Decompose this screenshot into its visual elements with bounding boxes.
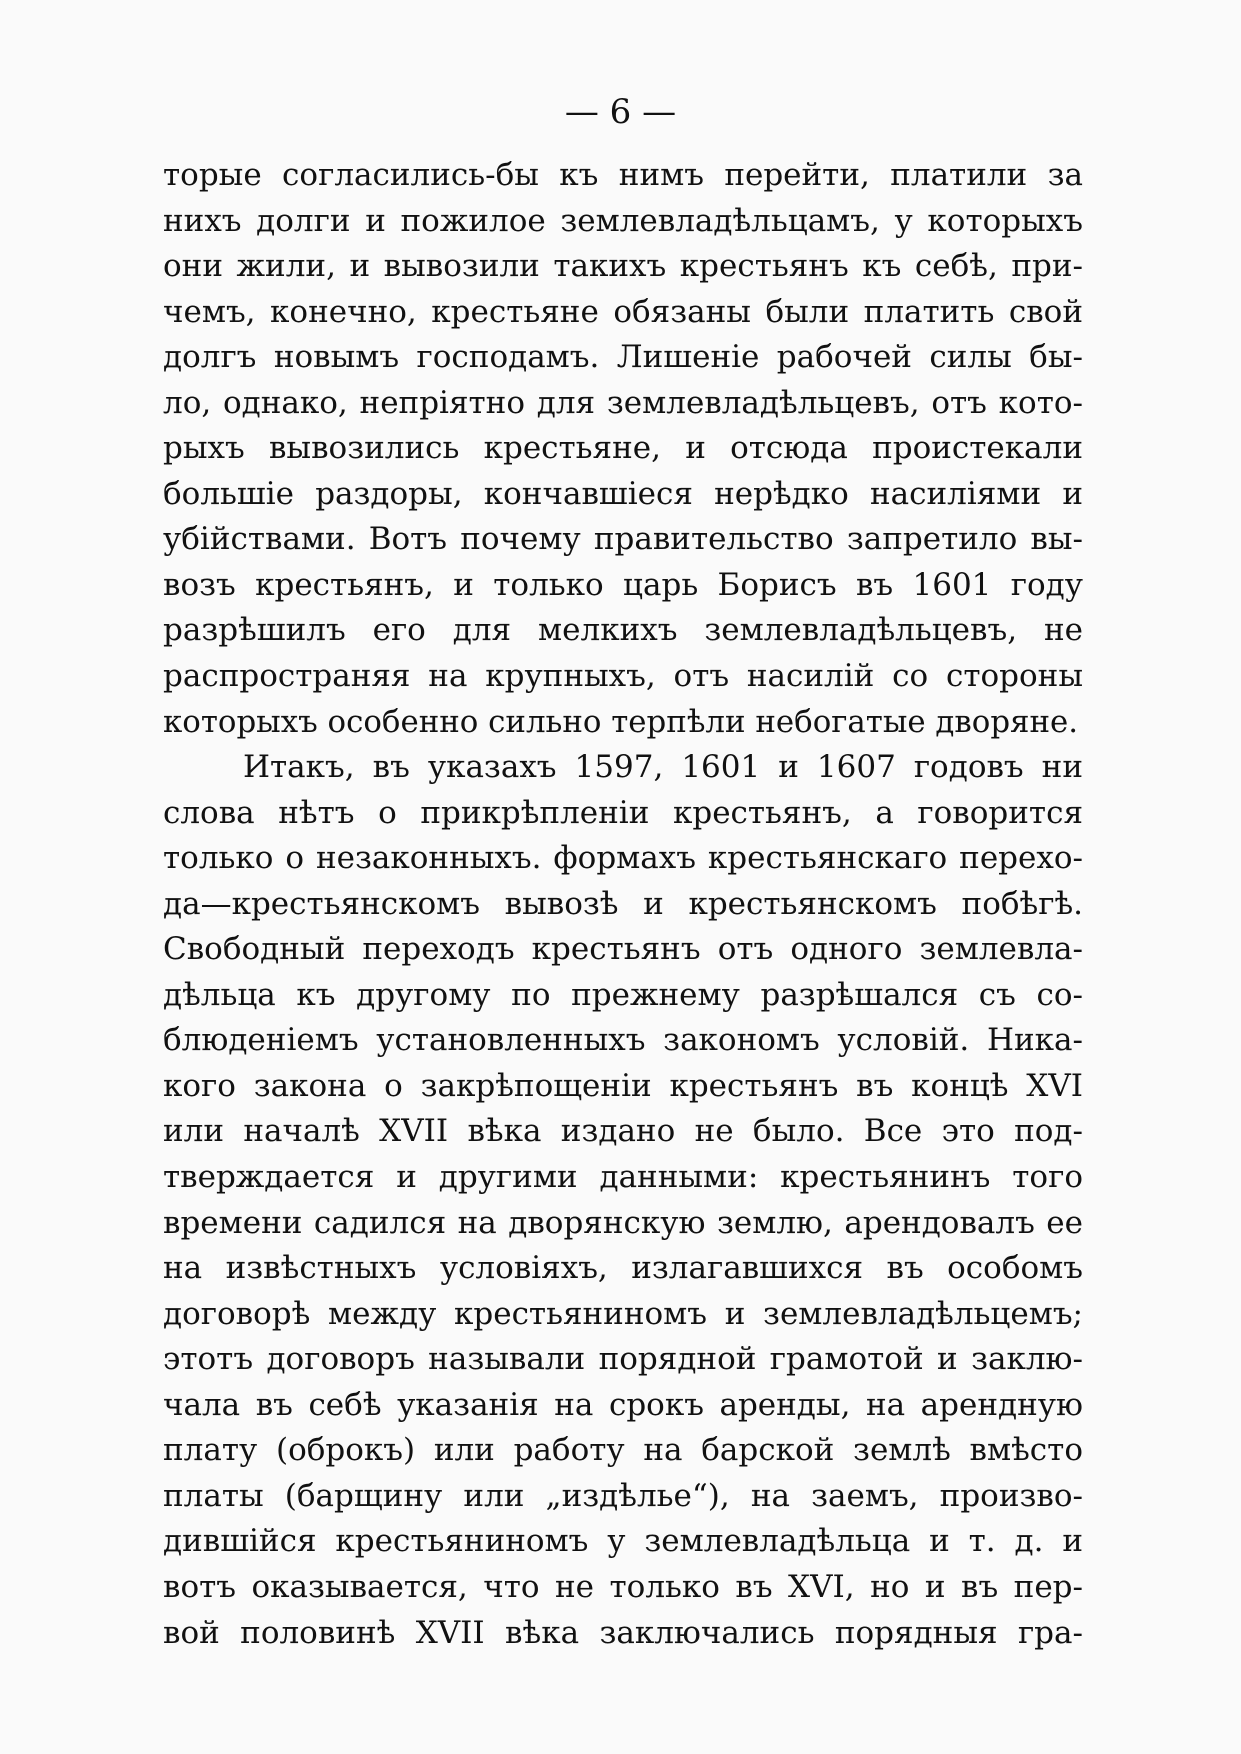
- text-line: договорѣ между крестьяниномъ и землевладѣльцемъ;: [163, 1295, 1083, 1332]
- text-line: которыхъ особенно сильно терпѣли небогатые дворяне.: [163, 703, 1079, 740]
- text-line: дившійся крестьяниномъ у землевладѣльца и т. д. и: [163, 1523, 1083, 1560]
- text-line: распространяя на крупныхъ, отъ насилій со стороны: [163, 658, 1083, 695]
- paragraph: [163, 745, 1083, 1656]
- text-line: большіе раздоры, кончавшіеся нерѣдко насиліями и: [163, 475, 1083, 512]
- text-line: торые согласились-бы къ нимъ перейти, платили за: [163, 157, 1083, 193]
- text-line: они жили, и вывозили такихъ крестьянъ къ себѣ, при-: [163, 248, 1083, 285]
- text-line: на извѣстныхъ условіяхъ, излагавшихся въ особомъ: [163, 1250, 1083, 1287]
- page-number: — 6 —: [564, 92, 677, 132]
- text-line: нихъ долги и пожилое землевладѣльцамъ, у которыхъ: [163, 202, 1083, 239]
- text-line: чала въ себѣ указанія на срокъ аренды, на арендную: [163, 1386, 1083, 1423]
- text-line: кого закона о закрѣпощеніи крестьянъ въ концѣ XVI: [163, 1067, 1083, 1104]
- body-text: [163, 153, 1083, 1656]
- text-line: плату (оброкъ) или работу на барской землѣ вмѣсто: [163, 1432, 1083, 1469]
- text-line: только о незаконныхъ. формахъ крестьянскаго перехо-: [163, 840, 1083, 877]
- text-line: чемъ, конечно, крестьяне обязаны были платить свой: [163, 293, 1083, 330]
- text-line: долгъ новымъ господамъ. Лишеніе рабочей силы бы-: [163, 339, 1083, 376]
- text-line: или началѣ XVII вѣка издано не было. Все это под-: [163, 1113, 1083, 1150]
- text-line: убійствами. Вотъ почему правительство запретило вы-: [163, 521, 1083, 558]
- text-line: вотъ оказывается, что не только въ XVI, но и въ пер-: [163, 1568, 1083, 1605]
- text-line: вой половинѣ XVII вѣка заключались порядныя гра-: [163, 1614, 1083, 1651]
- text-line: времени садился на дворянскую землю, арендовалъ ее: [163, 1204, 1083, 1241]
- text-line: блюденіемъ установленныхъ закономъ условій. Ника-: [163, 1022, 1083, 1059]
- text-line: тверждается и другими данными: крестьянинъ того: [163, 1159, 1083, 1196]
- text-line: возъ крестьянъ, и только царь Борисъ въ 1601 году: [163, 566, 1083, 603]
- text-line: платы (барщину или „издѣлье“), на заемъ, произво-: [163, 1477, 1083, 1514]
- text-line: да—крестьянскомъ вывозѣ и крестьянскомъ побѣгѣ.: [163, 885, 1083, 922]
- text-line: Итакъ, въ указахъ 1597, 1601 и 1607 годовъ ни: [243, 749, 1083, 786]
- text-line: рыхъ вывозились крестьяне, и отсюда проистекали: [163, 430, 1083, 467]
- text-line: Свободный переходъ крестьянъ отъ одного землевла-: [163, 931, 1083, 968]
- text-line: слова нѣтъ о прикрѣпленіи крестьянъ, а говорится: [163, 794, 1083, 831]
- text-line: ло, однако, непріятно для землевладѣльцевъ, отъ кото-: [163, 384, 1083, 421]
- text-line: разрѣшилъ его для мелкихъ землевладѣльцевъ, не: [163, 612, 1083, 649]
- text-line: дѣльца къ другому по прежнему разрѣшался съ со-: [163, 976, 1083, 1013]
- paragraph: [163, 153, 1083, 745]
- text-line: этотъ договоръ называли порядной грамотой и заклю-: [163, 1341, 1083, 1378]
